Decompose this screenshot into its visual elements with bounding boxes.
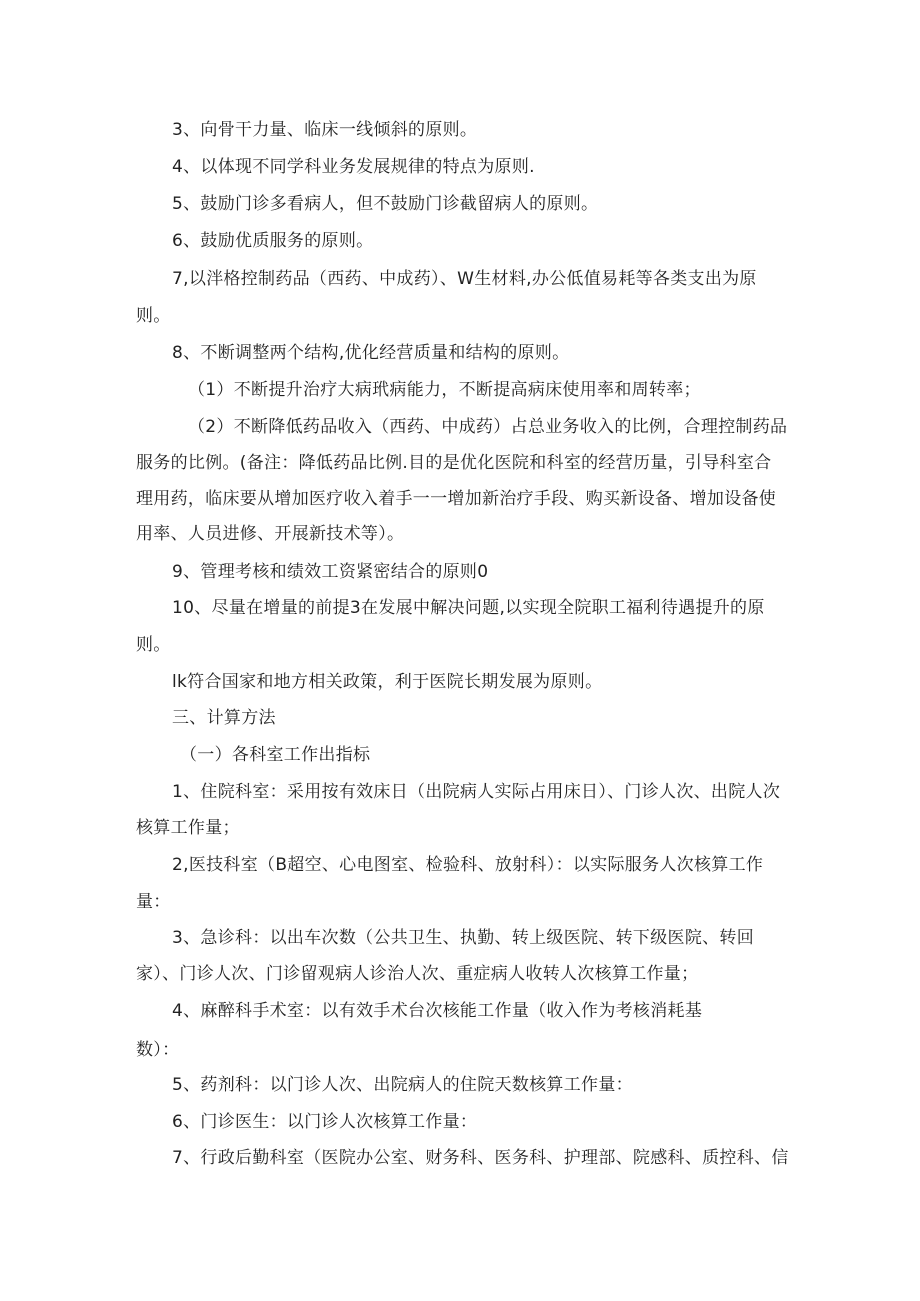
item-3-cont: 家）、门诊人次、门诊留观病人诊治人次、重症病人收转人次核算工作量； <box>136 964 699 984</box>
item-3: 3、急诊科：以出车次数（公共卫生、执勤、转上级医院、转下级医院、转回 <box>172 928 755 948</box>
principle-10-cont: 则。 <box>136 635 171 655</box>
item-1: 1、住院科室：采用按有效床日（出院病人实际占用床日）、门诊人次、出院人次 <box>172 782 781 802</box>
section-heading-calculation: 三、计算方法 <box>172 708 276 728</box>
item-1-cont: 核算工作量； <box>136 818 240 838</box>
principle-7-cont: 则。 <box>136 306 171 326</box>
principle-5: 5、鼓励门诊多看病人，但不鼓励门诊截留病人的原则。 <box>172 194 599 214</box>
principle-8-item-2-cont-3: 用率、人员进修、开展新技术等）。 <box>136 524 405 544</box>
item-4: 4、麻醉科手术室：以有效手术台次核能工作量（收入作为考核消耗基 <box>172 1001 703 1021</box>
item-5: 5、药剂科：以门诊人次、出院病人的住院天数核算工作量： <box>172 1075 633 1095</box>
principle-7: 7,以泮格控制药品（西药、中成药）、W生材料,办公低值易耗等各类支出为原 <box>172 269 757 289</box>
principle-10: 10、尽量在增量的前提3在发展中解决问题,以实现全院职工福利待遇提升的原 <box>172 598 765 618</box>
item-7: 7、行政后勤科室（医院办公室、财务科、医务科、护理部、院感科、质控科、信 <box>172 1148 789 1168</box>
principle-11: lk符合国家和地方相关政策，利于医院长期发展为原则。 <box>172 672 603 692</box>
item-2-cont: 量： <box>136 892 171 912</box>
principle-8: 8、不断调整两个结构,优化经营质量和结构的原则。 <box>172 343 570 363</box>
principle-8-item-1: （1）不断提升治疗大病玳病能力，不断提高病床使用率和周转率； <box>188 380 701 400</box>
principle-6: 6、鼓励优质服务的原则。 <box>172 231 374 251</box>
principle-8-item-2: （2）不断降低药品收入（西药、中成药）占总业务收入的比例，合理控制药品 <box>188 417 788 437</box>
item-4-cont: 数）： <box>136 1040 180 1060</box>
subsection-heading-indicators: （一）各科室工作出指标 <box>180 745 371 765</box>
principle-3: 3、向骨干力量、临床一线倾斜的原则。 <box>172 120 478 140</box>
principle-9: 9、管理考核和绩效工资紧密结合的原则0 <box>172 562 489 582</box>
principle-8-item-2-cont-2: 理用药，临床要从增加医疗收入着手一一增加新治疗手段、购买新设备、增加设备使 <box>136 489 777 509</box>
item-2: 2,医技科室（B超空、心电图室、检验科、放射科）：以实际服务人次核算工作 <box>172 855 764 875</box>
principle-4: 4、以体现不同学科业务发展规律的特点为原则. <box>172 157 535 177</box>
principle-8-item-2-cont-1: 服务的比例。(备注：降低药品比例.目的是优化医院和科室的经营历量，引导科室合 <box>136 453 772 473</box>
item-6: 6、门诊医生：以门诊人次核算工作量： <box>172 1112 478 1132</box>
